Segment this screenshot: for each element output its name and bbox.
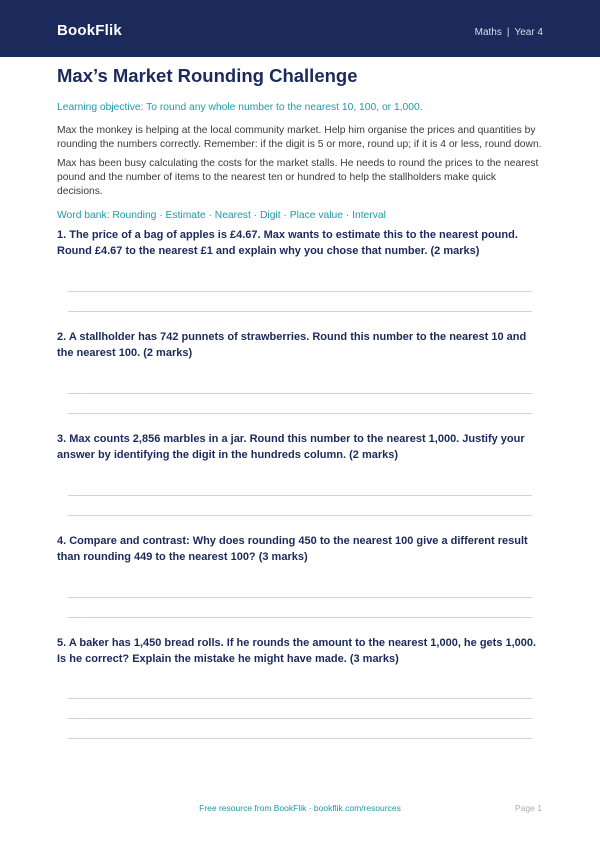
worksheet-title: Max’s Market Rounding Challenge [57, 65, 358, 86]
question-text: 3. Max counts 2,856 marbles in a jar. Round this number to the nearest 1,000. Justify your answer by identifying the digit in the hundreds column. (2 marks) [57, 433, 525, 461]
subject-year-label [475, 27, 543, 38]
answer-line[interactable] [68, 617, 532, 618]
answer-line[interactable] [68, 413, 532, 414]
question-text: 5. A baker has 1,450 bread rolls. If he rounds the amount to the nearest 1,000, he gets 1,000. Is he correct? Explain the mistake he might have made. (3 marks) [57, 637, 537, 665]
question-5 [57, 636, 543, 667]
question-text: 2. A stallholder has 742 punnets of strawberries. Round this number to the nearest 10 and the nearest 100. (2 marks) [57, 331, 527, 359]
header-bar [0, 0, 600, 57]
separator: | [506, 27, 510, 38]
answer-line[interactable] [68, 698, 532, 699]
question-text: 4. Compare and contrast: Why does rounding 450 to the nearest 100 give a different result than rounding 449 to the nearest 100? (3 marks) [57, 535, 528, 563]
answer-line[interactable] [68, 597, 532, 598]
intro-paragraph-2: Max has been busy calculating the costs for the market stalls. He needs to round the prices to the nearest pound and the number of items to the nearest ten or hundred to help the stallholders make quick decisions. [57, 158, 539, 197]
intro-paragraph-1: Max the monkey is helping at the local community market. Help him organise the prices and quantities by rounding the numbers correctly. Remember: if the digit is 5 or more, round up; if it is 4 or less, round down. [57, 125, 542, 150]
question-3 [57, 432, 543, 463]
answer-line[interactable] [68, 515, 532, 516]
worksheet-intro [57, 65, 543, 222]
question-4 [57, 534, 543, 565]
answer-line[interactable] [68, 311, 532, 312]
answer-line[interactable] [68, 718, 532, 719]
question-text: 1. The price of a bag of apples is £4.67. Max wants to estimate this to the nearest pound. Round £4.67 to the nearest £1 and explain why you chose that number. (2 marks) [57, 229, 518, 257]
answer-line[interactable] [68, 393, 532, 394]
page-number: Page 1 [515, 803, 542, 813]
answer-line[interactable] [68, 495, 532, 496]
question-2 [57, 330, 543, 361]
question-1 [57, 228, 543, 259]
year-label: Year 4 [514, 27, 543, 38]
answer-line[interactable] [68, 738, 532, 739]
brand-logo-text: BookFlik [57, 22, 122, 39]
subject-label: Maths [474, 27, 502, 38]
word-bank: Word bank: Rounding · Estimate · Nearest · Digit · Place value · Interval [57, 210, 386, 221]
learning-objective: Learning objective: To round any whole number to the nearest 10, 100, or 1,000. [57, 102, 423, 113]
footer-resource-link[interactable]: Free resource from BookFlik · bookflik.com/resources [199, 803, 401, 813]
answer-line[interactable] [68, 291, 532, 292]
